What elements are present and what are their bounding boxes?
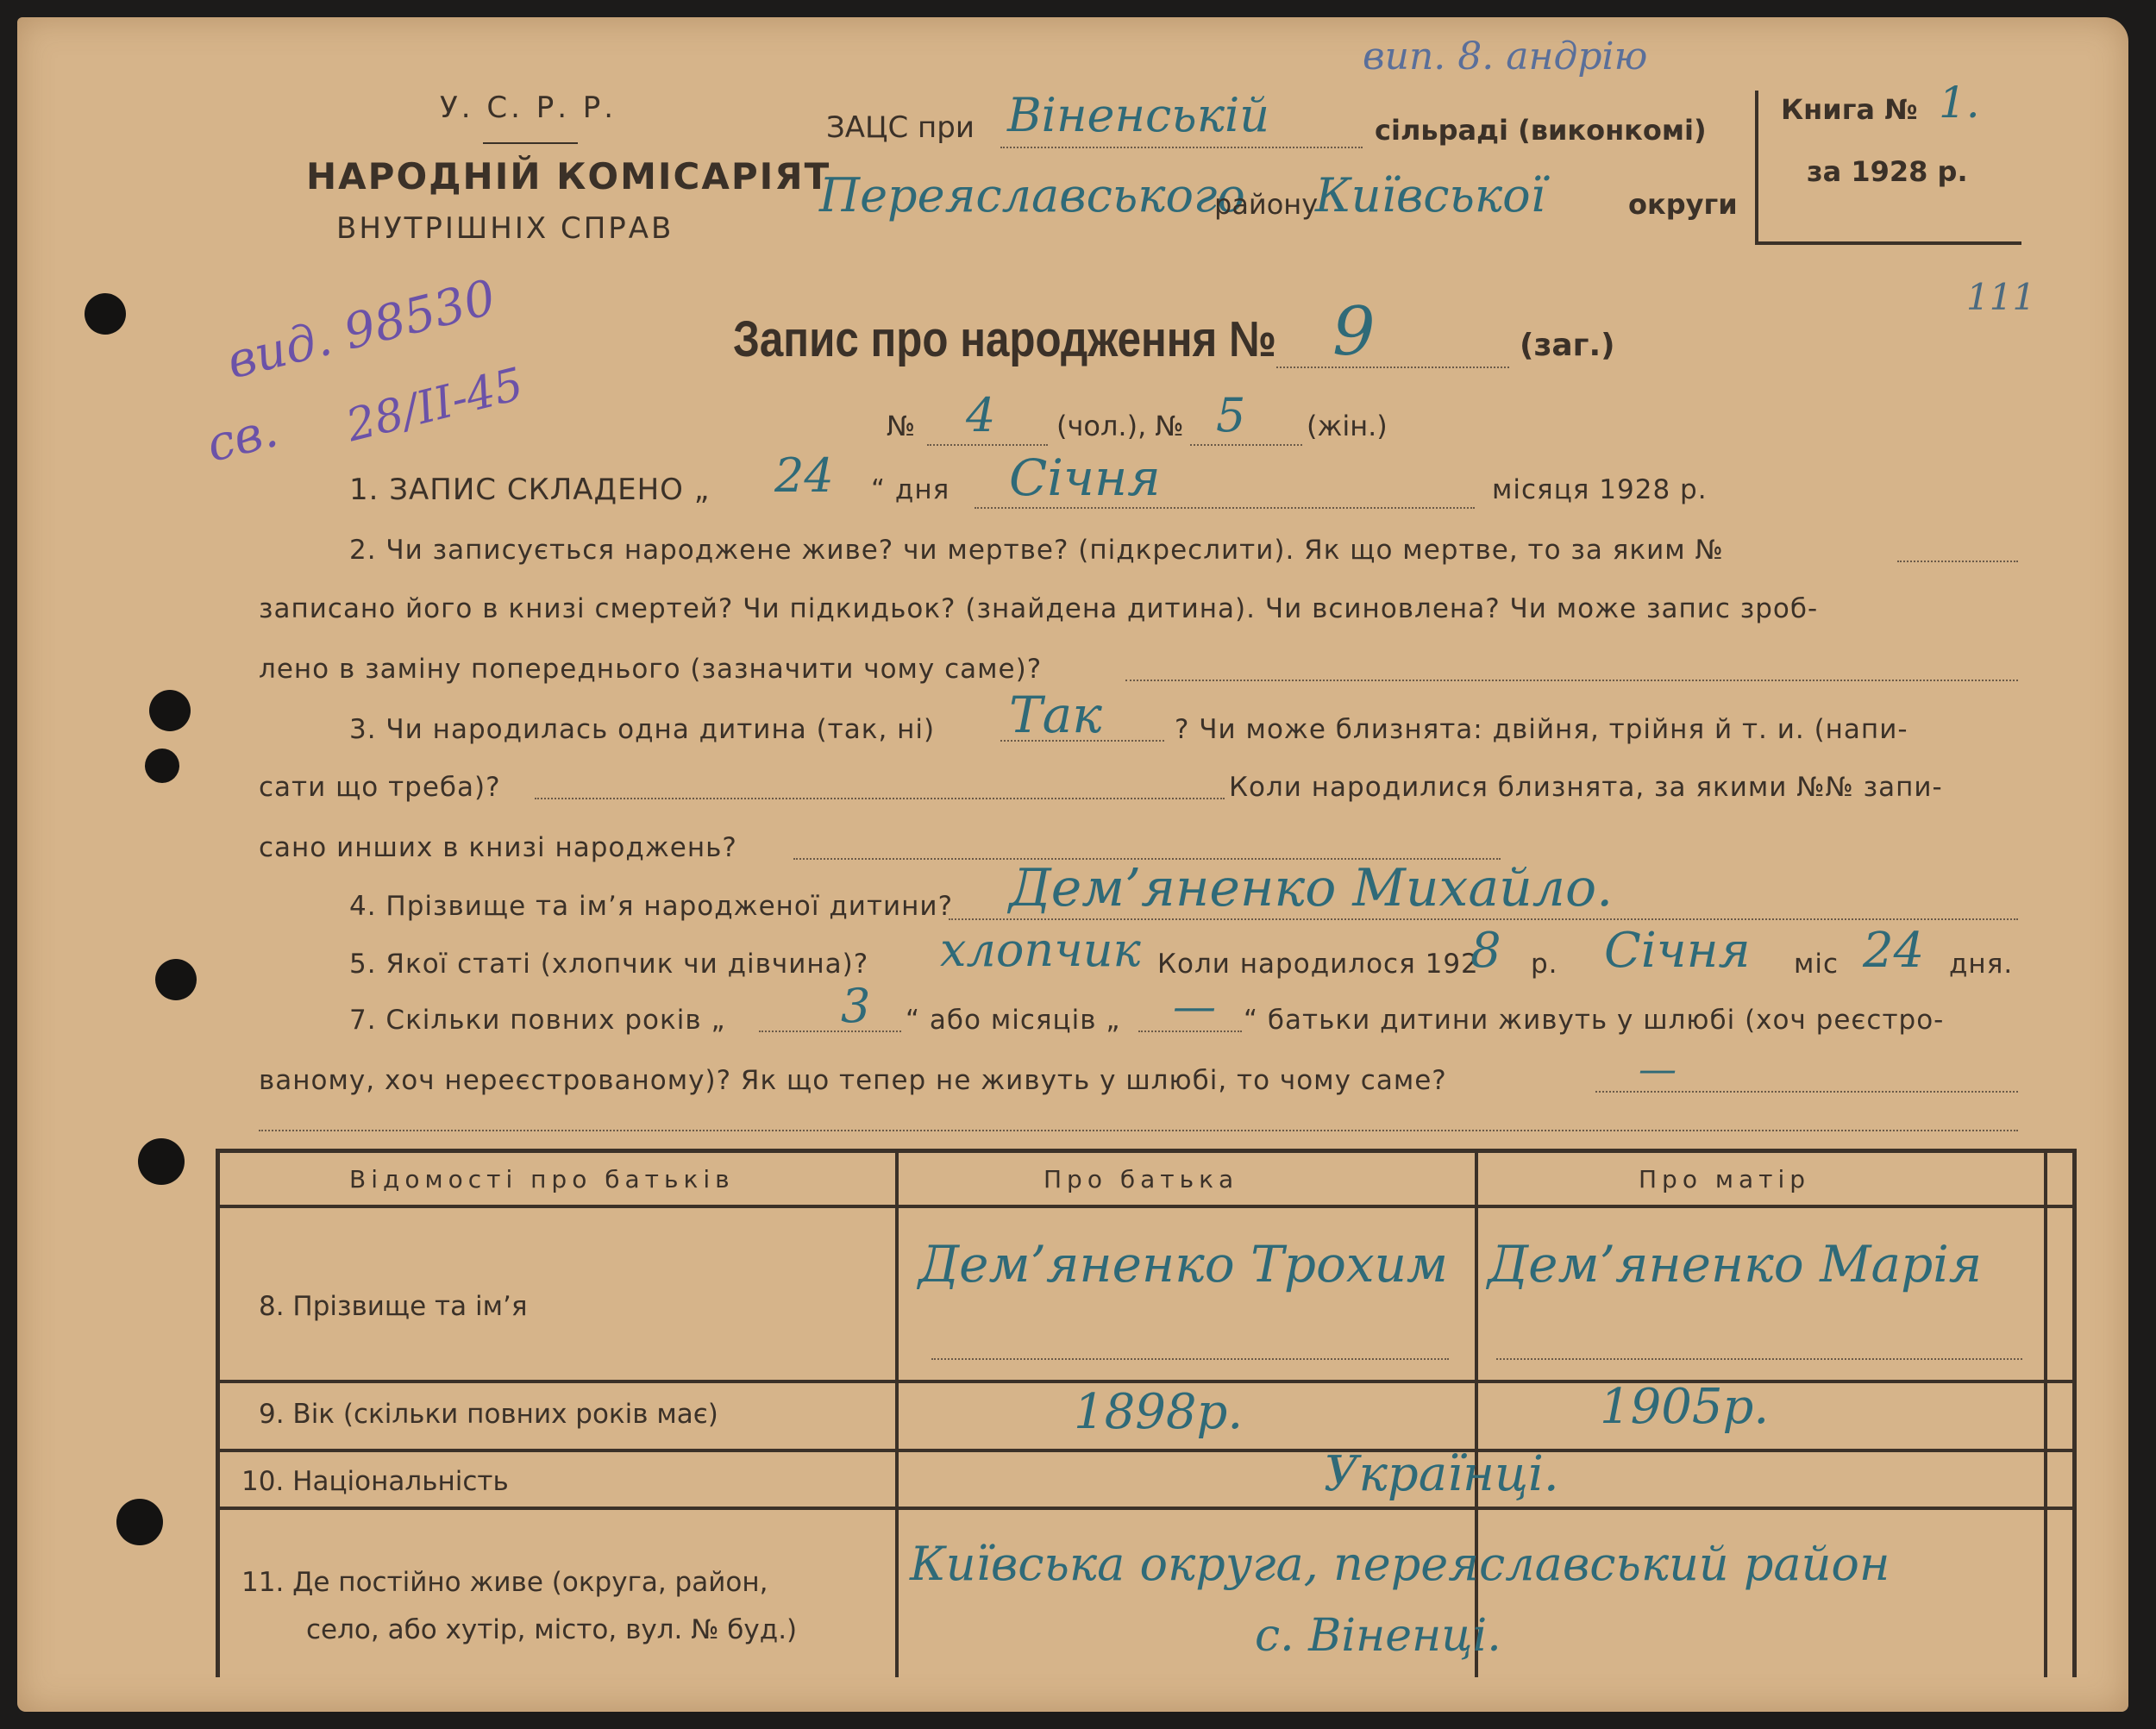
q5-year-suffix: р. [1531, 949, 1558, 980]
mother-name: Дем’яненко Марія [1488, 1235, 1983, 1294]
q3-answer: Так [1009, 686, 1102, 744]
dotted-line [259, 1130, 2018, 1131]
zags-label: ЗАЦС при [826, 110, 975, 145]
birth-month: Січня [1604, 923, 1751, 979]
punch-hole [85, 293, 126, 335]
q7-line1-middle: “ або місяців „ [906, 1005, 1121, 1036]
document-sheet [17, 17, 2128, 1712]
marriage-years: 3 [841, 979, 871, 1033]
stamp-note-line1: вид. 98530 [221, 269, 502, 391]
q3-line3: сано инших в книзі народжень? [259, 832, 737, 863]
child-name: Дем’яненко Михайло. [1009, 858, 1614, 918]
q1-day: 24 [774, 448, 834, 503]
commissariat-subtitle: ВНУТРІШНІХ СПРАВ [336, 211, 674, 246]
num-label: № [887, 410, 916, 442]
table-divider [2044, 1153, 2047, 1677]
row-label-residence-cont: село, або хутір, місто, вул. № буд.) [306, 1614, 798, 1645]
zags-village-value: Віненській [1007, 88, 1269, 142]
dotted-line [927, 444, 1048, 446]
okruha-value: Київської [1315, 168, 1545, 222]
book-year: за 1928 р. [1807, 155, 1968, 188]
record-title: Запис про народження № [733, 311, 1276, 367]
zag-label: (заг.) [1520, 328, 1615, 363]
birth-year-digit: 8 [1470, 923, 1501, 979]
father-name: Дем’яненко Трохим [918, 1235, 1449, 1294]
raion-label: району [1214, 188, 1319, 221]
punch-hole [116, 1499, 163, 1545]
q2-line1: 2. Чи записується народжене живе? чи мертве? (підкреслити). Як що мертве, то за яким № [349, 535, 1724, 566]
mother-birth-year: 1905р. [1600, 1379, 1770, 1435]
row-label-name: 8. Прізвище та ім’я [259, 1291, 528, 1322]
dotted-line [1125, 680, 2018, 681]
table-divider [895, 1153, 899, 1677]
table-divider [220, 1380, 2072, 1383]
q1-month-label: місяця 1928 р. [1492, 474, 1708, 505]
parents-nationality: Українці. [1324, 1446, 1559, 1502]
row-label-nationality: 10. Національність [241, 1466, 509, 1497]
male-label: (чол.), № [1056, 410, 1184, 442]
q1-label: 1. ЗАПИС СКЛАДЕНО „ [349, 473, 711, 507]
residence-line1: Київська округа, переяславський район [910, 1537, 1890, 1591]
dotted-line [1897, 561, 2018, 562]
q5-day-label: дня. [1949, 949, 2014, 980]
q3-line1-end: ? Чи може близнята: двійня, трійня й т. и. (напи- [1175, 714, 1908, 745]
parents-table [216, 1149, 2077, 1677]
q2-line2: записано його в книзі смертей? Чи підкидьок? (знайдена дитина). Чи всиновлена? Чи може запис зроб- [259, 593, 1819, 624]
silradi-label: сільраді (виконкомі) [1375, 114, 1707, 147]
okruha-label: округи [1628, 188, 1738, 221]
father-birth-year: 1898р. [1074, 1384, 1244, 1440]
q7-line2-answer: — [1639, 1048, 1677, 1092]
dotted-line [535, 798, 1225, 799]
punch-hole [138, 1138, 185, 1185]
stamp-note-line2: св. [201, 402, 284, 473]
residence-line2: с. Віненці. [1255, 1610, 1501, 1662]
table-divider [220, 1507, 2072, 1510]
dotted-line [931, 1358, 1449, 1360]
female-number: 5 [1216, 388, 1246, 442]
dotted-line [1190, 444, 1302, 446]
table-divider [220, 1449, 2072, 1452]
dotted-line [1000, 147, 1363, 148]
stamp-note-line3: 28/ІІ-45 [341, 358, 529, 453]
q3-line2-start: сати що треба)? [259, 772, 501, 803]
marriage-months: — [1173, 981, 1216, 1031]
table-divider [1475, 1153, 1478, 1677]
q1-month: Січня [1009, 448, 1161, 507]
q5-born-label: Коли народилося 192 [1157, 949, 1479, 980]
q5-label: 5. Якої статі (хлопчик чи дівчина)? [349, 949, 869, 980]
dotted-line [949, 918, 2018, 920]
q1-day-label: “ дня [871, 474, 950, 505]
row-label-age: 9. Вік (скільки повних років має) [259, 1399, 718, 1430]
dotted-line [1000, 740, 1164, 742]
raion-value: Переяславського [819, 168, 1245, 222]
dotted-line [975, 507, 1475, 509]
q4-label: 4. Прізвище та ім’я народженої дитини? [349, 891, 954, 922]
dotted-line [1496, 1358, 2022, 1360]
row-label-residence: 11. Де постійно живе (округа, район, [241, 1567, 768, 1598]
table-header-mother: Про матір [1639, 1165, 1811, 1193]
header-divider [483, 142, 578, 144]
q3-line2-end: Коли народилися близнята, за якими №№ запи- [1229, 772, 1943, 803]
female-label: (жін.) [1307, 410, 1388, 442]
book-number: 1. [1939, 78, 1980, 128]
q7-line2: ваному, хоч нереєстрованому)? Як що тепер не живуть у шлюбі, то чому саме? [259, 1065, 1447, 1096]
corner-mark: 111 [1966, 276, 2036, 318]
q7-line1-end: “ батьки дитини живуть у шлюбі (хоч реєстро- [1244, 1005, 1945, 1036]
dotted-line [759, 1031, 901, 1032]
book-label: Книга № [1781, 93, 1918, 126]
child-sex: хлопчик [940, 923, 1141, 977]
birth-day: 24 [1863, 923, 1925, 979]
table-header-father: Про батька [1044, 1165, 1239, 1193]
table-header-info: Відомості про батьків [349, 1165, 735, 1193]
q3-line1-start: 3. Чи народилась одна дитина (так, ні) [349, 714, 936, 745]
q5-month-label: міс [1794, 949, 1839, 980]
record-number: 9 [1332, 293, 1376, 371]
top-handwritten-note: вип. 8. андрію [1363, 34, 1648, 78]
republic-label: У. С. Р. Р. [440, 91, 617, 125]
male-number: 4 [966, 388, 996, 442]
table-divider [220, 1205, 2072, 1208]
punch-hole [155, 959, 197, 1000]
commissariat-title: НАРОДНІЙ КОМІСАРІЯТ [306, 155, 831, 197]
punch-hole [145, 749, 179, 783]
q7-line1-start: 7. Скільки повних років „ [349, 1005, 726, 1036]
dotted-line [1276, 366, 1509, 368]
punch-hole [149, 690, 191, 731]
q2-line3: лено в заміну попереднього (зазначити чому саме)? [259, 654, 1043, 685]
